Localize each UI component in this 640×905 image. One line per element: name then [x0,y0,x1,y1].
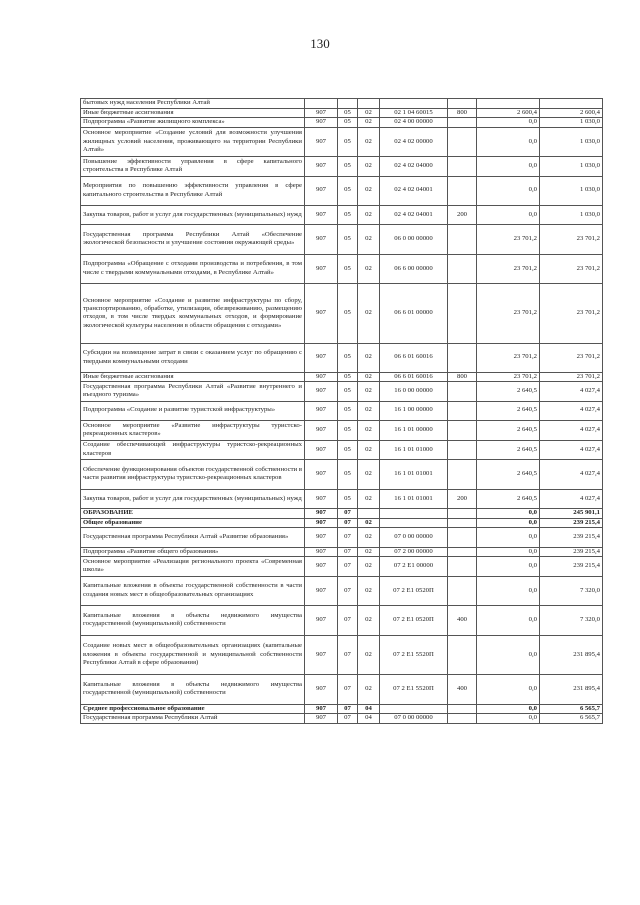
row-target-article: 06 6 01 00000 [380,284,448,344]
row-value-1: 0,0 [477,557,540,577]
row-value-1: 2 640,5 [477,489,540,509]
row-section-code: 07 [338,518,358,528]
row-section-code: 05 [338,420,358,440]
row-value-1: 0,0 [477,704,540,714]
row-section-code: 05 [338,225,358,255]
row-ministry-code: 907 [305,372,338,382]
row-name: ОБРАЗОВАНИЕ [81,509,305,519]
row-subsection-code: 02 [358,343,380,372]
row-expense-type [448,576,477,606]
row-value-2: 23 701,2 [540,225,603,255]
row-target-article: 07 0 00 00000 [380,714,448,724]
row-value-1: 0,0 [477,714,540,724]
row-name: Государственная программа Республики Алтай [81,714,305,724]
row-subsection-code: 02 [358,118,380,128]
row-value-2: 1 030,0 [540,118,603,128]
row-name: Подпрограмма «Развитие общего образования» [81,547,305,557]
row-expense-type [448,401,477,420]
row-subsection-code: 02 [358,675,380,705]
row-ministry-code: 907 [305,675,338,705]
row-ministry-code: 907 [305,382,338,402]
row-target-article: 07 2 E1 5520П [380,635,448,675]
row-expense-type: 800 [448,372,477,382]
row-ministry-code: 907 [305,557,338,577]
table-row [81,157,603,177]
row-name: Государственная программа Республики Алтай «Развитие образования» [81,528,305,548]
row-target-article: 06 6 01 60016 [380,343,448,372]
row-ministry-code: 907 [305,528,338,548]
row-name: Государственная программа Республики Алтай «Обеспечение экологической безопасности и улучшение состояния окружающей среды» [81,225,305,255]
row-name: Основное мероприятие «Развитие инфраструктуры туристско-рекреационных кластеров» [81,420,305,440]
budget-table [80,98,603,724]
row-name: Основное мероприятие «Создание и развитие инфраструктуры по сбору, транспортированию, обработке, утилизации, обезвреживанию, размещению отходов, в том числе твердых коммунальных отходов, и формирование экологической культуры населения в области обращения с отходами» [81,284,305,344]
row-name: Мероприятия по повышению эффективности управления в сфере капитального строительства в Республике Алтай [81,176,305,205]
row-value-2: 4 027,4 [540,420,603,440]
row-section-code: 05 [338,401,358,420]
row-name: Закупка товаров, работ и услуг для государственных (муниципальных) нужд [81,205,305,225]
row-value-2: 4 027,4 [540,440,603,460]
table-row [81,343,603,372]
row-subsection-code: 02 [358,460,380,490]
row-target-article: 07 0 00 00000 [380,528,448,548]
row-section-code: 05 [338,284,358,344]
row-subsection-code: 02 [358,254,380,284]
row-subsection-code: 02 [358,518,380,528]
row-target-article: 06 0 00 00000 [380,225,448,255]
row-name: Капитальные вложения в объекты государственной собственности в части создания новых мест в общеобразовательных организациях [81,576,305,606]
row-name: Создание обеспечивающей инфраструктуры туристско-рекреационных кластеров [81,440,305,460]
row-ministry-code: 907 [305,401,338,420]
row-subsection-code: 02 [358,401,380,420]
row-expense-type: 400 [448,606,477,636]
row-ministry-code: 907 [305,704,338,714]
row-ministry-code: 907 [305,157,338,177]
table-row [81,704,603,714]
row-expense-type [448,714,477,724]
row-value-2: 1 030,0 [540,157,603,177]
row-name: Общее образование [81,518,305,528]
row-value-1: 0,0 [477,205,540,225]
table-row [81,509,603,519]
row-value-2: 239 215,4 [540,557,603,577]
row-subsection-code: 02 [358,547,380,557]
row-target-article: 02 4 02 00000 [380,127,448,157]
row-section-code: 05 [338,489,358,509]
row-name: Субсидии на возмещение затрат в связи с оказанием услуг по обращению с твердыми коммунальными отходами [81,343,305,372]
row-value-2: 7 320,0 [540,606,603,636]
row-value-2: 2 600,4 [540,108,603,118]
row-expense-type [448,118,477,128]
row-target-article: 02 4 02 04001 [380,205,448,225]
row-section-code: 07 [338,557,358,577]
row-value-2: 231 895,4 [540,635,603,675]
row-expense-type [448,557,477,577]
row-subsection-code: 02 [358,225,380,255]
row-subsection-code: 02 [358,382,380,402]
row-value-1: 0,0 [477,157,540,177]
row-subsection-code [358,509,380,519]
row-target-article: 02 4 02 04001 [380,176,448,205]
row-name: Создание новых мест в общеобразовательных организациях (капитальные вложения в объекты государственной и муниципальной собственности Республики Алтай в сфере образования) [81,635,305,675]
table-row [81,176,603,205]
row-value-2: 23 701,2 [540,284,603,344]
table-row [81,108,603,118]
row-value-1: 23 701,2 [477,343,540,372]
row-value-2: 23 701,2 [540,372,603,382]
row-subsection-code: 02 [358,557,380,577]
row-subsection-code: 02 [358,108,380,118]
row-ministry-code: 907 [305,547,338,557]
row-expense-type [448,635,477,675]
row-target-article: 16 1 01 01001 [380,460,448,490]
row-value-2: 4 027,4 [540,489,603,509]
row-target-article: 07 2 00 00000 [380,547,448,557]
row-value-1: 0,0 [477,606,540,636]
row-target-article: 07 2 E1 0520П [380,576,448,606]
row-name: Капитальные вложения в объекты недвижимого имущества государственной (муниципальной) собственности [81,675,305,705]
row-ministry-code: 907 [305,176,338,205]
row-expense-type [448,509,477,519]
table-row [81,576,603,606]
row-expense-type: 400 [448,675,477,705]
row-section-code: 05 [338,205,358,225]
row-section-code: 07 [338,635,358,675]
table-row [81,118,603,128]
row-subsection-code: 02 [358,440,380,460]
row-expense-type [448,127,477,157]
row-name: Закупка товаров, работ и услуг для государственных (муниципальных) нужд [81,489,305,509]
row-subsection-code: 04 [358,704,380,714]
table-row [81,372,603,382]
row-ministry-code: 907 [305,225,338,255]
row-value-2: 239 215,4 [540,547,603,557]
row-ministry-code [305,99,338,109]
row-target-article: 16 1 01 01001 [380,489,448,509]
row-expense-type [448,157,477,177]
row-name: Капитальные вложения в объекты недвижимого имущества государственной (муниципальной) собственности [81,606,305,636]
row-target-article: 07 2 E1 5520П [380,675,448,705]
row-value-2: 239 215,4 [540,518,603,528]
row-name: бытовых нужд населения Республики Алтай [81,99,305,109]
table-row [81,382,603,402]
row-target-article: 16 0 00 00000 [380,382,448,402]
row-expense-type [448,704,477,714]
row-subsection-code: 02 [358,205,380,225]
row-expense-type [448,440,477,460]
row-value-2: 4 027,4 [540,382,603,402]
row-section-code: 07 [338,528,358,548]
row-ministry-code: 907 [305,576,338,606]
row-subsection-code: 02 [358,635,380,675]
row-value-1: 2 640,5 [477,460,540,490]
row-value-2: 245 901,1 [540,509,603,519]
row-subsection-code: 02 [358,528,380,548]
table-row [81,675,603,705]
table-row [81,460,603,490]
table-row [81,99,603,109]
row-target-article: 07 2 E1 0520П [380,606,448,636]
row-expense-type: 200 [448,489,477,509]
row-value-1: 23 701,2 [477,254,540,284]
row-section-code: 05 [338,382,358,402]
row-value-1: 2 640,5 [477,382,540,402]
row-section-code: 05 [338,372,358,382]
row-section-code: 07 [338,714,358,724]
row-subsection-code: 02 [358,420,380,440]
row-section-code: 05 [338,440,358,460]
row-ministry-code: 907 [305,509,338,519]
row-ministry-code: 907 [305,440,338,460]
row-value-1: 23 701,2 [477,372,540,382]
row-name: Основное мероприятие «Создание условий для возможности улучшения жилищных условий населения, проживающего на территории Республики Алтай» [81,127,305,157]
row-name: Подпрограмма «Создание и развитие туристской инфраструктуры» [81,401,305,420]
row-section-code: 05 [338,460,358,490]
row-subsection-code: 02 [358,157,380,177]
row-name: Среднее профессиональное образование [81,704,305,714]
row-subsection-code: 02 [358,576,380,606]
row-subsection-code: 02 [358,372,380,382]
row-section-code: 07 [338,576,358,606]
row-section-code: 07 [338,606,358,636]
row-ministry-code: 907 [305,118,338,128]
row-value-1 [477,99,540,109]
row-target-article: 06 6 01 60016 [380,372,448,382]
row-value-2: 1 030,0 [540,176,603,205]
row-ministry-code: 907 [305,606,338,636]
row-expense-type [448,528,477,548]
row-value-2: 6 565,7 [540,714,603,724]
table-row [81,518,603,528]
row-value-1: 0,0 [477,127,540,157]
row-ministry-code: 907 [305,108,338,118]
row-value-2: 7 320,0 [540,576,603,606]
row-expense-type [448,420,477,440]
row-target-article: 06 6 00 00000 [380,254,448,284]
row-value-1: 2 640,5 [477,420,540,440]
row-subsection-code: 04 [358,714,380,724]
row-ministry-code: 907 [305,127,338,157]
row-ministry-code: 907 [305,714,338,724]
row-section-code: 05 [338,108,358,118]
row-target-article: 02 4 02 04000 [380,157,448,177]
table-row [81,401,603,420]
table-row [81,606,603,636]
row-subsection-code: 02 [358,606,380,636]
row-subsection-code: 02 [358,176,380,205]
row-expense-type: 200 [448,205,477,225]
row-ministry-code: 907 [305,460,338,490]
row-value-1: 0,0 [477,635,540,675]
table-row [81,489,603,509]
row-expense-type [448,99,477,109]
row-expense-type [448,382,477,402]
row-name: Иные бюджетные ассигнования [81,108,305,118]
row-subsection-code: 02 [358,489,380,509]
row-value-1: 0,0 [477,509,540,519]
row-target-article: 02 4 00 00000 [380,118,448,128]
row-value-1: 0,0 [477,547,540,557]
row-value-1: 0,0 [477,675,540,705]
row-ministry-code: 907 [305,254,338,284]
row-target-article: 16 1 00 00000 [380,401,448,420]
row-target-article: 16 1 01 01000 [380,440,448,460]
row-expense-type [448,284,477,344]
row-target-article [380,704,448,714]
table-row [81,284,603,344]
table-body [81,99,603,724]
row-section-code: 05 [338,127,358,157]
row-ministry-code: 907 [305,635,338,675]
row-expense-type [448,460,477,490]
table-row [81,420,603,440]
row-value-1: 2 600,4 [477,108,540,118]
row-section-code: 07 [338,547,358,557]
row-target-article: 16 1 01 00000 [380,420,448,440]
row-name: Основное мероприятие «Реализация регионального проекта «Современная школа» [81,557,305,577]
row-expense-type [448,225,477,255]
row-section-code: 07 [338,704,358,714]
row-name: Подпрограмма «Развитие жилищного комплекса» [81,118,305,128]
table-row [81,205,603,225]
row-target-article: 07 2 E1 00000 [380,557,448,577]
row-value-2: 231 895,4 [540,675,603,705]
row-section-code: 07 [338,675,358,705]
row-name: Подпрограмма «Обращение с отходами производства и потребления, в том числе с твердыми коммунальными отходами, в Республике Алтай» [81,254,305,284]
row-section-code: 05 [338,157,358,177]
row-expense-type [448,343,477,372]
row-target-article [380,509,448,519]
row-expense-type [448,518,477,528]
row-value-2: 23 701,2 [540,254,603,284]
row-ministry-code: 907 [305,518,338,528]
row-section-code: 05 [338,118,358,128]
row-ministry-code: 907 [305,420,338,440]
row-value-2 [540,99,603,109]
row-ministry-code: 907 [305,205,338,225]
table-row [81,635,603,675]
page-number: 130 [310,36,330,51]
row-subsection-code: 02 [358,284,380,344]
row-value-1: 0,0 [477,518,540,528]
row-expense-type: 800 [448,108,477,118]
table-row [81,557,603,577]
row-subsection-code: 02 [358,127,380,157]
row-section-code: 05 [338,343,358,372]
row-value-2: 1 030,0 [540,127,603,157]
row-expense-type [448,254,477,284]
row-name: Обеспечение функционирования объектов государственной собственности в части развития инфраструктуры туристско-рекреационных кластеров [81,460,305,490]
row-value-2: 4 027,4 [540,460,603,490]
row-section-code: 05 [338,254,358,284]
row-name: Государственная программа Республики Алтай «Развитие внутреннего и въездного туризма» [81,382,305,402]
row-value-2: 1 030,0 [540,205,603,225]
row-value-1: 2 640,5 [477,401,540,420]
table-row [81,225,603,255]
row-expense-type [448,176,477,205]
row-subsection-code [358,99,380,109]
row-target-article: 02 1 04 60015 [380,108,448,118]
row-value-1: 0,0 [477,528,540,548]
row-value-1: 23 701,2 [477,225,540,255]
table-row [81,714,603,724]
row-section-code: 07 [338,509,358,519]
row-section-code: 05 [338,176,358,205]
row-value-1: 0,0 [477,176,540,205]
table-row [81,440,603,460]
table-row [81,254,603,284]
row-ministry-code: 907 [305,489,338,509]
row-value-2: 239 215,4 [540,528,603,548]
table-row [81,127,603,157]
row-name: Повышение эффективности управления в сфере капитального строительства в Республике Алтай [81,157,305,177]
row-ministry-code: 907 [305,343,338,372]
row-value-2: 4 027,4 [540,401,603,420]
row-value-2: 23 701,2 [540,343,603,372]
row-target-article [380,518,448,528]
row-value-1: 2 640,5 [477,440,540,460]
row-value-2: 6 565,7 [540,704,603,714]
row-ministry-code: 907 [305,284,338,344]
row-value-1: 0,0 [477,118,540,128]
row-value-1: 23 701,2 [477,284,540,344]
row-expense-type [448,547,477,557]
table-row [81,547,603,557]
row-section-code [338,99,358,109]
table-row [81,528,603,548]
row-value-1: 0,0 [477,576,540,606]
row-name: Иные бюджетные ассигнования [81,372,305,382]
row-target-article [380,99,448,109]
